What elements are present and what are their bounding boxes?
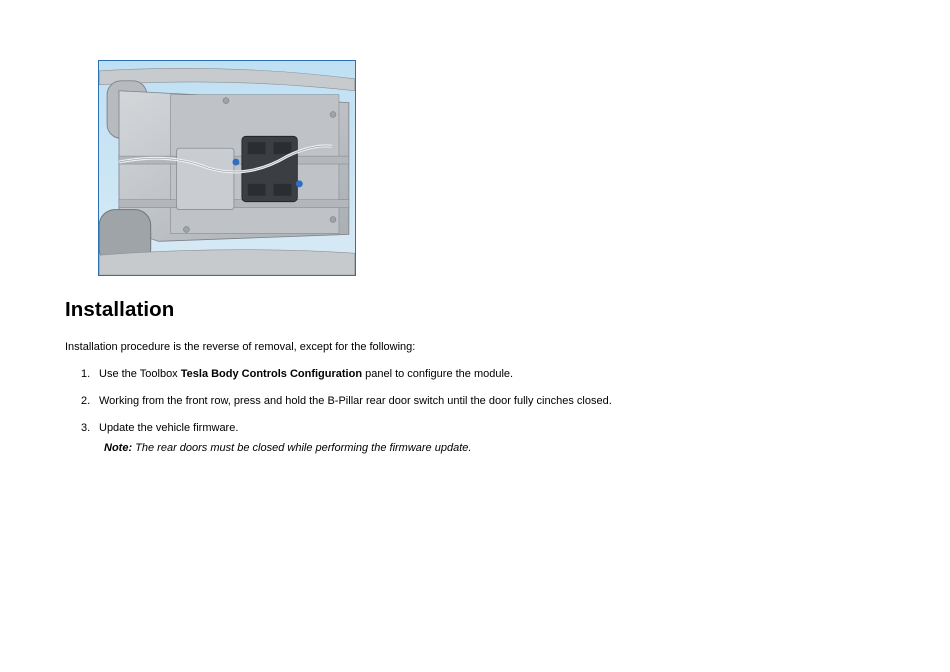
step-text: Update the vehicle firmware.: [99, 422, 239, 434]
step-number: 2.: [81, 395, 91, 407]
step-text: Working from the front row, press and hold the B-Pillar rear door switch until the door fully cinches closed.: [99, 395, 612, 407]
step-number: 1.: [81, 368, 91, 380]
step-2: [81, 395, 901, 407]
panel-name: Tesla Body Controls Configuration: [180, 368, 363, 380]
step-text-post: panel to configure the module.: [362, 368, 514, 380]
step-text-pre: Use the Toolbox: [99, 368, 181, 380]
step-3: [81, 422, 901, 454]
note: [104, 442, 901, 454]
door-module-illustration: [99, 61, 355, 275]
note-text: The rear doors must be closed while performing the firmware update.: [132, 442, 472, 454]
installation-steps: [81, 368, 901, 454]
step-number: 3.: [81, 422, 91, 434]
note-label: Note:: [104, 442, 133, 454]
section-heading: Installation: [65, 298, 175, 321]
step-1: [81, 368, 901, 380]
intro-text: Installation procedure is the reverse of removal, except for the following:: [65, 341, 416, 353]
module-illustration: [98, 60, 356, 276]
step-text: [99, 368, 513, 380]
